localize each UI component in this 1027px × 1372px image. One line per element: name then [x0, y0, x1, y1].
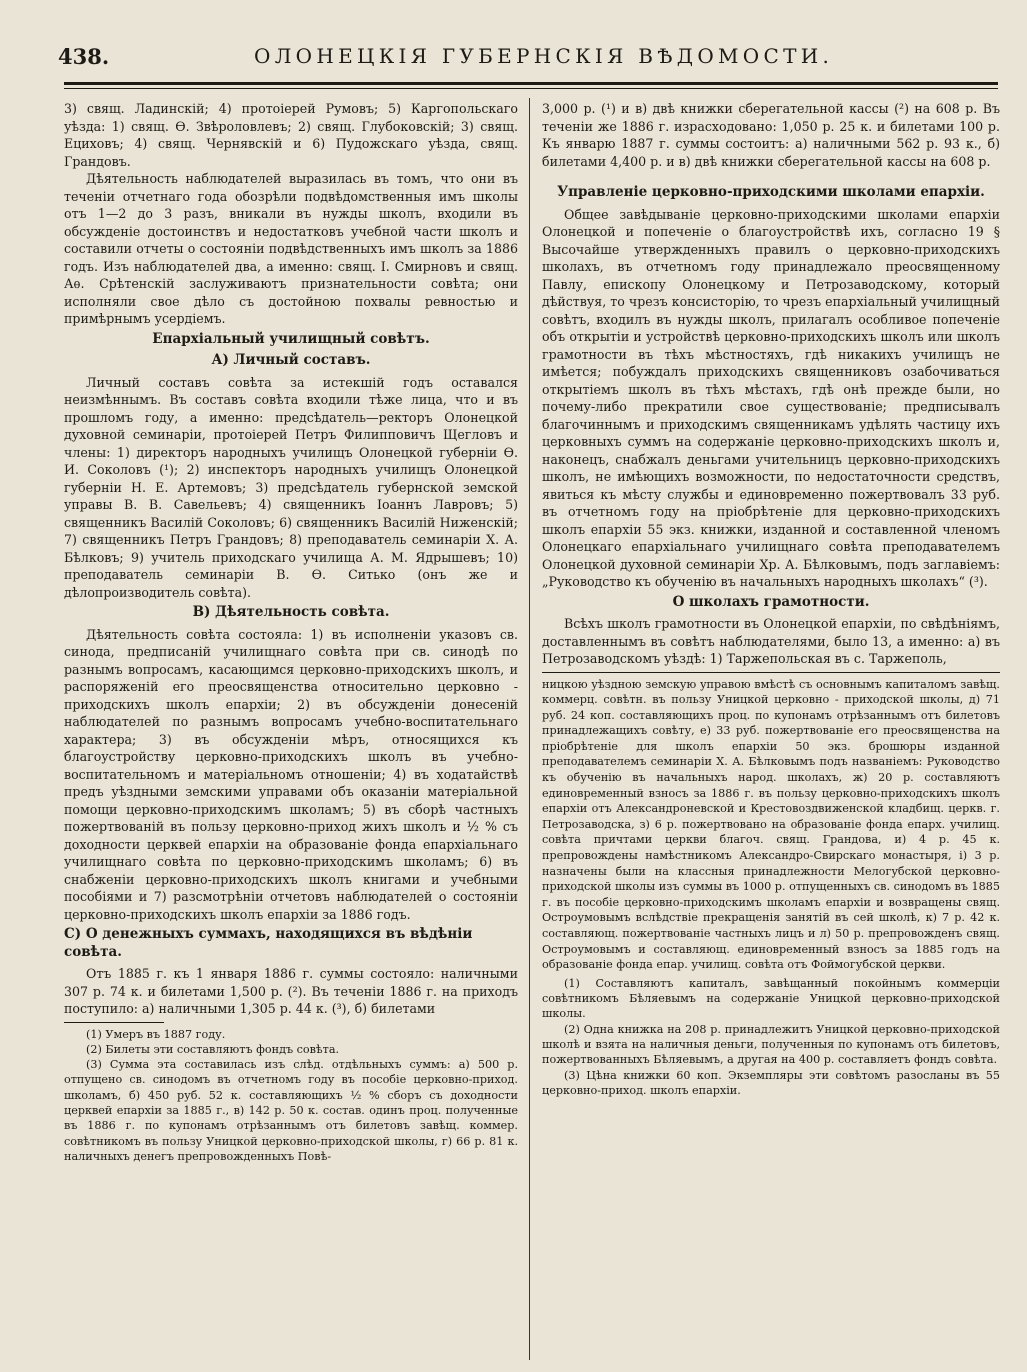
- heading-literacy-schools: О школахъ грамотности.: [672, 593, 870, 610]
- paragraph-school-management: Общее завѣдываніе церковно-приходскими школами епархіи Олонецкой и попеченіе о благоустройствѣ ихъ, согласно 19 § Высочайше утвержденныхъ правилъ о церковно-приходскихъ школахъ, въ отчетномъ году принадлежало преосвященному Павлу, епископу Олонецкому и Петрозаводскому, который дѣйствуя, то чрезъ консисторію, то чрезъ епархіальный училищный совѣтъ, входилъ въ нужды школъ, прилагалъ особливое попеченіе объ открытіи и устройствѣ церковно-приходскихъ школъ или школъ грамотности въ тѣхъ мѣстностяхъ, гдѣ никакихъ училищъ не имѣется; побуждалъ приходскихъ священниковъ озабочиваться открытіемъ школъ въ тѣхъ мѣстахъ, гдѣ онѣ прежде были, но почему-либо прекратили свое существованіе; предписывалъ благочиннымъ и приходскимъ священникамъ удѣлять частицу ихъ церковныхъ суммъ на содержаніе церковно-приходскихъ школъ и, наконецъ, снабжалъ деньгами учительницъ церковно-приходскихъ школъ, не имѣющихъ возможности, по недостаточности средствъ, явиться къ мѣсту службы и единовременно пожертвовалъ 33 руб. въ отчетномъ году на пріобрѣтеніе для церковно-приходскихъ школъ епархіи 55 экз. книжки, изданной и составленной членомъ Олонецкаго епархіальнаго училищнаго совѣта преподавателемъ Олонецкой духовной семинаріи Хр. А. Бѣлковымъ, подъ заглавіемъ: „Руководство къ обученію въ начальныхъ народныхъ школахъ“ (³).: [542, 206, 1000, 589]
- paragraph-council-activity: Дѣятельность совѣта состояла: 1) въ исполненіи указовъ св. синода, предписаній училищнаго совѣта при св. синодѣ по разнымъ вопросамъ, касающимся церковно-приходскихъ школъ, и распоряженій его преосвященства относительно церковно - приходскихъ школъ епархіи; 2) въ обсужденіи донесеній наблюдателей по разнымъ вопросамъ учебно-воспитательнаго характера; 3) въ обсужденіи мѣръ, относящихся къ благоустройству церковно-приходскихъ школъ въ учебно-воспитательномъ и матеріальномъ отношеніи; 4) въ ходатайствѣ предъ уѣздными земскими управами объ оказаніи матеріальной помощи церковно-приходскимъ школамъ; 5) въ сборѣ частныхъ пожертвованій въ пользу церковно-приход жихъ школъ и ½ % съ доходности церквей епархіи на образованіе фонда епархіальнаго училищнаго совѣта по церковно-приходскимъ школамъ; 6) въ снабженіи церковно-приходскихъ школъ книгами и учебными пособіями и 7) разсмотрѣніи отчетовъ наблюдателей о состояніи церковно-приходскихъ школъ епархіи за 1886 годъ.: [64, 626, 518, 922]
- right-footnote-3: (3) Цѣна книжки 60 коп. Экземпляры эти совѣтомъ разосланы въ 55 церковно-приход. школъ епархіи.: [542, 1068, 1000, 1097]
- footnote-continuation: [542, 677, 1000, 973]
- footnote-rule-right: [542, 672, 1000, 673]
- page-number: 438.: [58, 44, 110, 69]
- footnote-3-continued: ницкою уѣздною земскую управою вмѣстѣ съ основнымъ капиталомъ завѣщ. коммерц. совѣтн. въ пользу Уницкой церковно - приходской школы, д) 71 руб. 24 коп. составляющихъ проц. по купонамъ отрѣзаннымъ отъ билетовъ принадлежащихъ совѣту, е) 33 руб. пожертвованіе его преосвященства на пріобрѣтеніе для школъ епархіи 50 экз. брошюры изданной преподавателемъ семинаріи Х. А. Бѣлковымъ подъ названіемъ: Руководство къ обученію въ начальныхъ народ. школахъ, ж) 20 р. составляютъ единовременный взносъ за 1886 г. въ пользу церковно-приходскихъ школъ епархіи отъ Александроневской и Крестовоздвиженской кладбищ. церкв. г. Петрозаводска, з) 6 р. пожертвовано на образованіе фонда епарх. училищ. совѣта причтами церкви благоч. свящ. Грандова, и) 4 р. 45 к. препровождены намѣстникомъ Александро-Свирскаго монастыря, і) 3 р. назначены были на классныя принадлежности Мелогубской церковно-приходской школы изъ суммы въ 1000 р. отпущенныхъ св. синодомъ въ 1885 г. въ пособіе церковно-приходскимъ школамъ епархіи и возвращены свящ. Остроумовымъ вслѣдствіе прекращенія занятій въ сей школѣ, к) 7 р. 42 к. составляющ. пожертвованіе частныхъ лицъ и л) 50 р. препровожденъ свящ. Остроумовымъ и составляющ. единовременный взносъ за 1885 годъ на образованіе фонда епар. училищ. совѣта отъ Фоймогубской церкви.: [542, 677, 1000, 972]
- paragraph-money-continued: 3,000 р. (¹) и в) двѣ книжки сберегательной кассы (²) на 608 р. Въ теченіи же 1886 г. израсходовано: 1,050 р. 25 к. и билетами 100 р. Къ январю 1887 г. суммы состоитъ: а) наличными 562 р. 93 к., б) билетами 4,400 р. и в) двѣ книжки сберегательной кассы на 608 р.: [542, 101, 1000, 169]
- right-column: [542, 100, 1000, 1098]
- footnote-1: (1) Умеръ въ 1887 году.: [86, 1027, 226, 1041]
- footnote-2: (2) Билеты эти составляютъ фондъ совѣта.: [86, 1042, 340, 1056]
- header-rule-thin: [64, 88, 998, 89]
- right-footnote-2: (2) Одна книжка на 208 р. принадлежитъ Уницкой церковно-приходской школѣ и взята на наличныя деньги, полученныя по купонамъ отъ билетовъ, пожертвованныхъ Бѣляевымъ, а другая на 400 р. составляетъ фондъ совѣта.: [542, 1022, 1000, 1067]
- header-rule-thick: [64, 82, 998, 85]
- left-footnotes: [64, 1027, 518, 1165]
- right-footnotes: [542, 976, 1000, 1098]
- running-title: ОЛОНЕЦКІЯ ГУБЕРНСКІЯ ВѢДОМОСТИ.: [254, 44, 834, 68]
- left-column: [64, 100, 518, 1164]
- heading-school-management: Управленіе церковно-приходскими школами епархіи.: [557, 184, 985, 200]
- heading-money-sums: С) О денежныхъ суммахъ, находящихся въ вѣдѣніи совѣта.: [64, 926, 473, 960]
- paragraph-observers-list: 3) свящ. Ладинскій; 4) протоіерей Румовъ; 5) Каргопольскаго уѣзда: 1) свящ. Ѳ. Звѣроловлевъ; 2) свящ. Глубоковскій; 3) свящ. Ециховъ; 4) свящ. Чернявскій и 6) Пудожскаго уѣзда, свящ. Грандовъ.: [64, 101, 518, 169]
- heading-council-activity: В) Дѣятельность совѣта.: [192, 604, 390, 620]
- paragraph-money-sums: Отъ 1885 г. къ 1 января 1886 г. суммы состояло: наличными 307 р. 74 к. и билетами 1,500 р. (²). Въ теченіи 1886 г. на приходъ поступило: а) наличными 1,305 р. 44 к. (³), б) билетами: [64, 966, 518, 1016]
- paragraph-observers-activity: Дѣятельность наблюдателей выразилась въ томъ, что они въ теченіи отчетнаго года обозрѣли подвѣдомственныя имъ школы отъ 1—2 до 3 разъ, вникали въ нужды школъ, входили въ обсужденіе достоинствъ и недостатковъ учебной части школъ и составили отчеты о состояніи подвѣдственныхъ имъ школъ за 1886 годъ. Изъ наблюдателей два, а именно: свящ. І. Смирновъ и свящ. Аѳ. Срѣтенскій заслуживаютъ признательности совѣта; они исполняли свое дѣло съ достойною похвалы ревностью и примѣрнымъ усердіемъ.: [64, 171, 518, 326]
- right-footnote-1: (1) Составляютъ капиталъ, завѣщанный покойнымъ коммерціи совѣтникомъ Бѣляевымъ на содержаніе Уницкой церковно-приходской школы.: [542, 976, 1000, 1021]
- page-header: [58, 40, 998, 80]
- paragraph-council-staff: Личный составъ совѣта за истекшій годъ оставался неизмѣннымъ. Въ составъ совѣта входили тѣже лица, что и въ прошломъ году, а именно: предсѣдатель—ректоръ Олонецкой духовной семинаріи, протоіерей Петръ Филипповичъ Щегловъ и члены: 1) директоръ народныхъ училищъ Олонецкой губерніи Ѳ. И. Соколовъ (¹); 2) инспекторъ народныхъ училищъ Олонецкой губерніи Н. Е. Артемовъ; 3) предсѣдатель губернской земской управы В. В. Савельевъ; 4) священникъ Іоаннъ Лавровъ; 5) священникъ Василій Соколовъ; 6) священникъ Василій Ниженскій; 7) священникъ Петръ Грандовъ; 8) преподаватель семинаріи Х. А. Бѣлковъ; 9) учитель приходскаго училища А. М. Ядрышевъ; 10) преподаватель семинаріи В. Ѳ. Ситько (онъ же и дѣлопроизводитель совѣта).: [64, 374, 518, 600]
- paragraph-literacy-schools: Всѣхъ школъ грамотности въ Олонецкой епархіи, по свѣдѣніямъ, доставленнымъ въ совѣтъ наблюдателями, было 13, а именно: а) въ Петрозаводскомъ уѣздѣ: 1) Таржепольская въ с. Таржеполь,: [542, 616, 1000, 666]
- footnote-rule: [64, 1022, 164, 1023]
- footnote-3: (3) Сумма эта составилась изъ слѣд. отдѣльныхъ суммъ: а) 500 р. отпущено св. синодомъ въ отчетномъ году въ пособіе церковно-приход. школамъ, б) 450 руб. 52 к. составляющихъ ½ % сборъ съ доходности церквей епархіи за 1885 г., в) 142 р. 50 к. состав. одинъ проц. полученные въ 1886 г. по купонамъ отрѣзаннымъ отъ билетовъ завѣщ. коммер. совѣтникомъ въ пользу Уницкой церковно-приходской школы, г) 66 р. 81 к. наличныхъ денегъ препровожденныхъ Повѣ-: [64, 1058, 518, 1163]
- heading-personal-staff: А) Личный составъ.: [211, 352, 371, 368]
- column-divider: [529, 98, 530, 1360]
- heading-diocesan-council: Епархіальный училищный совѣтъ.: [152, 330, 430, 347]
